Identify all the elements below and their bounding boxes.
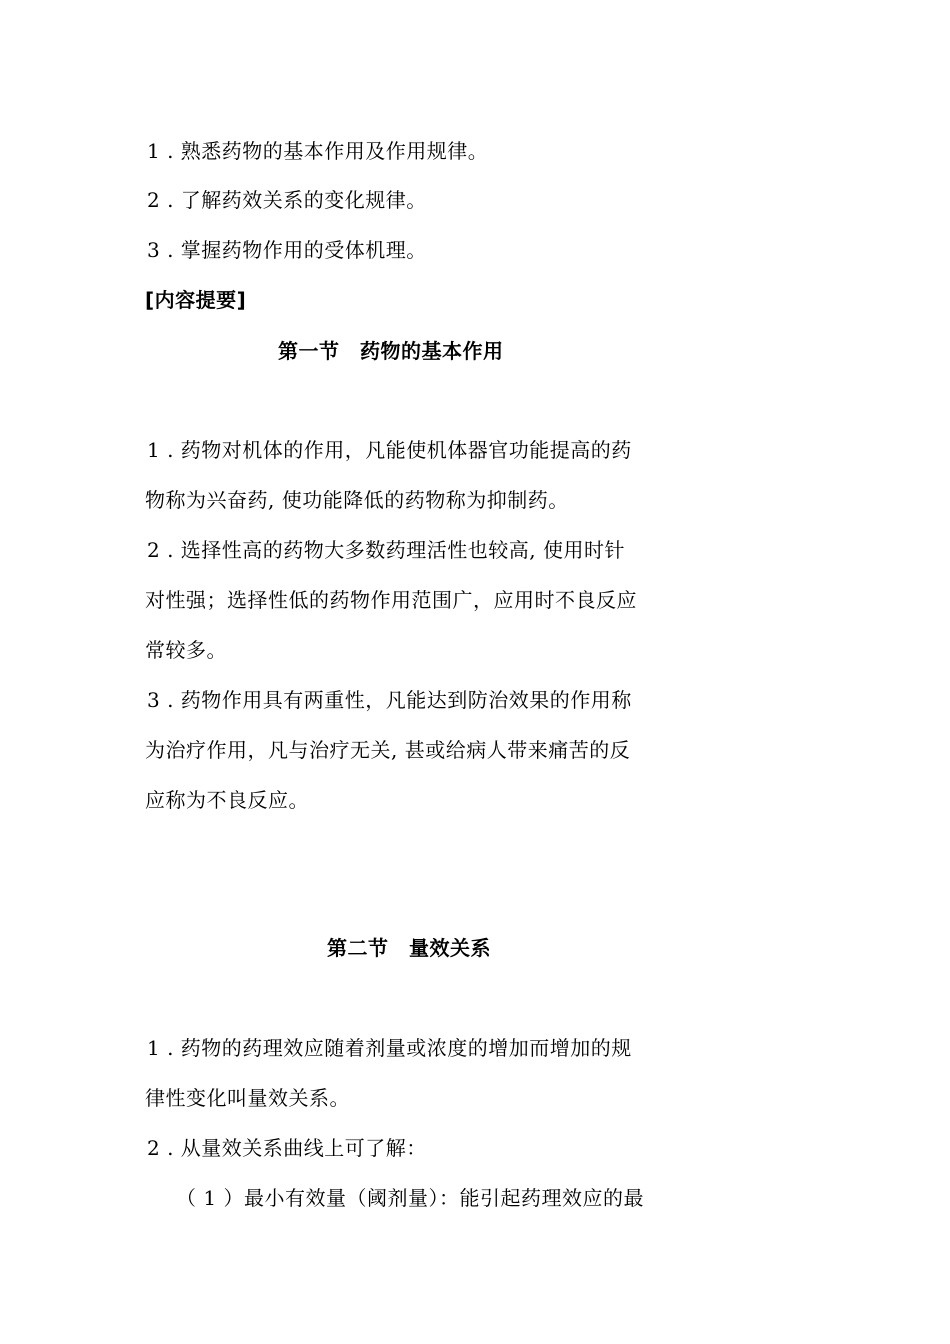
section-2-title: 第二节 量效关系 — [327, 936, 491, 960]
objective-item-1: 1 . 熟悉药物的基本作用及作用规律。 — [147, 139, 489, 163]
section-1-line-3: 2 . 选择性高的药物大多数药理活性也较高, 使用时针 — [147, 538, 626, 562]
objective-item-2: 2 . 了解药效关系的变化规律。 — [147, 188, 427, 212]
objective-item-3: 3 . 掌握药物作用的受体机理。 — [147, 238, 427, 262]
section-2-line-2: 律性变化叫量效关系。 — [145, 1086, 350, 1110]
section-2-line-3: 2 . 从量效关系曲线上可了解： — [147, 1136, 427, 1160]
section-1-title: 第一节 药物的基本作用 — [278, 339, 504, 363]
section-1-line-1: 1 . 药物对机体的作用，凡能使机体器官功能提高的药 — [147, 438, 632, 462]
section-1-line-2: 物称为兴奋药, 使功能降低的药物称为抑制药。 — [145, 488, 569, 512]
section-1-line-4: 对性强；选择性低的药物作用范围广，应用时不良反应 — [145, 588, 637, 612]
section-1-line-6: 3 . 药物作用具有两重性，凡能达到防治效果的作用称 — [147, 688, 632, 712]
section-1-line-5: 常较多。 — [145, 638, 227, 662]
section-1-line-8: 应称为不良反应。 — [145, 788, 309, 812]
section-2-line-4: （ 1 ）最小有效量（阈剂量）：能引起药理效应的最 — [176, 1186, 644, 1210]
section-1-line-7: 为治疗作用，凡与治疗无关, 甚或给病人带来痛苦的反 — [145, 738, 631, 762]
section-2-line-1: 1 . 药物的药理效应随着剂量或浓度的增加而增加的规 — [147, 1036, 632, 1060]
summary-label: [内容提要] — [145, 288, 247, 312]
